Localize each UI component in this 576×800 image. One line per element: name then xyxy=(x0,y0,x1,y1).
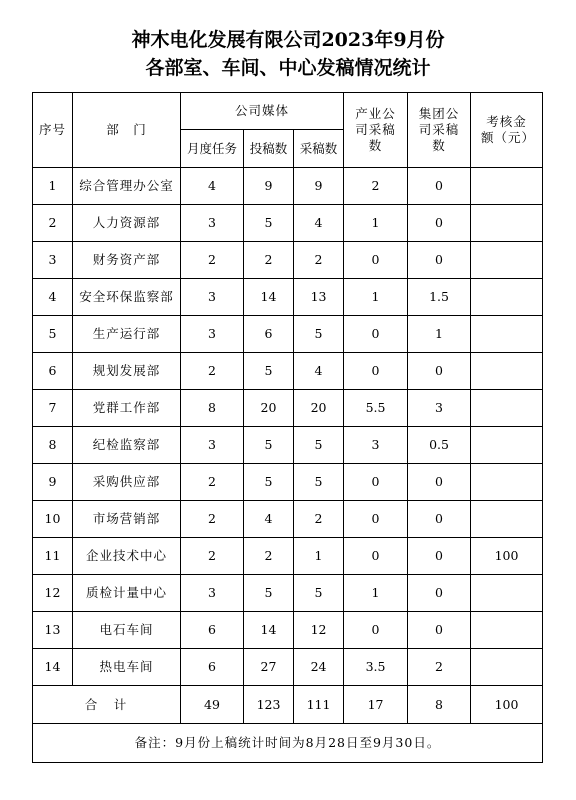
cell-industry: 0 xyxy=(344,353,408,390)
cell-adopted: 13 xyxy=(294,279,344,316)
cell-industry: 1 xyxy=(344,575,408,612)
cell-seq: 8 xyxy=(33,427,73,464)
cell-amount xyxy=(471,501,543,538)
cell-amount xyxy=(471,242,543,279)
cell-group: 0 xyxy=(408,575,471,612)
cell-task: 2 xyxy=(181,353,244,390)
cell-submitted: 5 xyxy=(244,464,294,501)
note-row xyxy=(33,724,543,763)
cell-submitted: 27 xyxy=(244,649,294,686)
cell-industry: 3.5 xyxy=(344,649,408,686)
cell-amount xyxy=(471,390,543,427)
cell-group: 3 xyxy=(408,390,471,427)
header-group: 集团公司采稿数 xyxy=(408,93,471,168)
table-row xyxy=(33,427,543,464)
statistics-table xyxy=(32,92,543,763)
header-company-media: 公司媒体 xyxy=(181,93,344,130)
table-row xyxy=(33,649,543,686)
table-row xyxy=(33,464,543,501)
cell-group: 0 xyxy=(408,538,471,575)
cell-submitted: 2 xyxy=(244,538,294,575)
cell-industry: 0 xyxy=(344,538,408,575)
table-row xyxy=(33,242,543,279)
total-task: 49 xyxy=(181,686,244,724)
cell-group: 2 xyxy=(408,649,471,686)
table-row xyxy=(33,575,543,612)
cell-task: 3 xyxy=(181,205,244,242)
cell-dept: 采购供应部 xyxy=(73,464,181,501)
header-amount: 考核金额（元） xyxy=(471,93,543,168)
document-title-line1: 神木电化发展有限公司2023年9月份 xyxy=(131,29,445,51)
cell-task: 3 xyxy=(181,427,244,464)
table-row xyxy=(33,168,543,205)
cell-amount xyxy=(471,464,543,501)
cell-amount xyxy=(471,279,543,316)
cell-industry: 0 xyxy=(344,612,408,649)
cell-adopted: 20 xyxy=(294,390,344,427)
cell-dept: 电石车间 xyxy=(73,612,181,649)
cell-dept: 综合管理办公室 xyxy=(73,168,181,205)
cell-industry: 5.5 xyxy=(344,390,408,427)
cell-adopted: 5 xyxy=(294,316,344,353)
table-row xyxy=(33,538,543,575)
total-row xyxy=(33,686,543,724)
cell-task: 4 xyxy=(181,168,244,205)
cell-amount xyxy=(471,575,543,612)
cell-submitted: 14 xyxy=(244,279,294,316)
cell-task: 2 xyxy=(181,501,244,538)
cell-group: 0 xyxy=(408,464,471,501)
cell-group: 1.5 xyxy=(408,279,471,316)
header-dept: 部 门 xyxy=(73,93,181,168)
cell-group: 0 xyxy=(408,612,471,649)
cell-amount xyxy=(471,205,543,242)
total-industry: 17 xyxy=(344,686,408,724)
cell-task: 3 xyxy=(181,575,244,612)
cell-dept: 安全环保监察部 xyxy=(73,279,181,316)
cell-seq: 4 xyxy=(33,279,73,316)
cell-industry: 2 xyxy=(344,168,408,205)
cell-amount xyxy=(471,168,543,205)
cell-adopted: 1 xyxy=(294,538,344,575)
cell-task: 2 xyxy=(181,538,244,575)
cell-group: 1 xyxy=(408,316,471,353)
cell-dept: 生产运行部 xyxy=(73,316,181,353)
cell-industry: 1 xyxy=(344,205,408,242)
cell-adopted: 5 xyxy=(294,464,344,501)
table-body xyxy=(33,168,543,763)
cell-submitted: 5 xyxy=(244,353,294,390)
cell-seq: 3 xyxy=(33,242,73,279)
cell-industry: 0 xyxy=(344,501,408,538)
header-row-top xyxy=(33,93,543,130)
header-adopted: 采稿数 xyxy=(294,130,344,168)
cell-amount xyxy=(471,316,543,353)
cell-submitted: 2 xyxy=(244,242,294,279)
total-group: 8 xyxy=(408,686,471,724)
cell-dept: 企业技术中心 xyxy=(73,538,181,575)
cell-adopted: 12 xyxy=(294,612,344,649)
cell-amount xyxy=(471,612,543,649)
cell-seq: 2 xyxy=(33,205,73,242)
cell-dept: 党群工作部 xyxy=(73,390,181,427)
cell-group: 0.5 xyxy=(408,427,471,464)
table-row xyxy=(33,205,543,242)
cell-submitted: 6 xyxy=(244,316,294,353)
document-title-line2: 各部室、车间、中心发稿情况统计 xyxy=(145,57,431,79)
cell-amount: 100 xyxy=(471,538,543,575)
total-submitted: 123 xyxy=(244,686,294,724)
cell-task: 3 xyxy=(181,316,244,353)
note-text: 备注：9月份上稿统计时间为8月28日至9月30日。 xyxy=(33,724,543,763)
cell-adopted: 24 xyxy=(294,649,344,686)
table-row xyxy=(33,279,543,316)
cell-amount xyxy=(471,353,543,390)
cell-dept: 质检计量中心 xyxy=(73,575,181,612)
cell-group: 0 xyxy=(408,242,471,279)
cell-industry: 1 xyxy=(344,279,408,316)
cell-industry: 0 xyxy=(344,316,408,353)
cell-amount xyxy=(471,427,543,464)
cell-dept: 财务资产部 xyxy=(73,242,181,279)
table-row xyxy=(33,390,543,427)
cell-task: 6 xyxy=(181,649,244,686)
table-row xyxy=(33,501,543,538)
cell-adopted: 2 xyxy=(294,242,344,279)
cell-dept: 人力资源部 xyxy=(73,205,181,242)
cell-group: 0 xyxy=(408,353,471,390)
cell-submitted: 9 xyxy=(244,168,294,205)
cell-task: 6 xyxy=(181,612,244,649)
cell-seq: 14 xyxy=(33,649,73,686)
cell-adopted: 5 xyxy=(294,575,344,612)
cell-task: 2 xyxy=(181,242,244,279)
cell-task: 3 xyxy=(181,279,244,316)
cell-adopted: 4 xyxy=(294,205,344,242)
cell-dept: 纪检监察部 xyxy=(73,427,181,464)
cell-dept: 规划发展部 xyxy=(73,353,181,390)
cell-submitted: 5 xyxy=(244,205,294,242)
total-label: 合 计 xyxy=(33,686,181,724)
cell-industry: 0 xyxy=(344,464,408,501)
cell-seq: 7 xyxy=(33,390,73,427)
cell-adopted: 5 xyxy=(294,427,344,464)
cell-submitted: 14 xyxy=(244,612,294,649)
header-submitted: 投稿数 xyxy=(244,130,294,168)
cell-submitted: 20 xyxy=(244,390,294,427)
cell-amount xyxy=(471,649,543,686)
cell-seq: 12 xyxy=(33,575,73,612)
table-row xyxy=(33,353,543,390)
cell-group: 0 xyxy=(408,168,471,205)
cell-task: 2 xyxy=(181,464,244,501)
cell-adopted: 9 xyxy=(294,168,344,205)
cell-seq: 13 xyxy=(33,612,73,649)
total-adopted: 111 xyxy=(294,686,344,724)
header-seq: 序号 xyxy=(33,93,73,168)
cell-industry: 0 xyxy=(344,242,408,279)
table-row xyxy=(33,612,543,649)
header-monthly-task: 月度任务 xyxy=(181,130,244,168)
total-amount: 100 xyxy=(471,686,543,724)
cell-adopted: 2 xyxy=(294,501,344,538)
cell-seq: 6 xyxy=(33,353,73,390)
header-industry: 产业公司采稿数 xyxy=(344,93,408,168)
cell-seq: 9 xyxy=(33,464,73,501)
cell-seq: 5 xyxy=(33,316,73,353)
cell-group: 0 xyxy=(408,205,471,242)
cell-dept: 热电车间 xyxy=(73,649,181,686)
cell-group: 0 xyxy=(408,501,471,538)
cell-seq: 1 xyxy=(33,168,73,205)
cell-submitted: 5 xyxy=(244,427,294,464)
cell-task: 8 xyxy=(181,390,244,427)
cell-adopted: 4 xyxy=(294,353,344,390)
cell-dept: 市场营销部 xyxy=(73,501,181,538)
cell-seq: 10 xyxy=(33,501,73,538)
table-row xyxy=(33,316,543,353)
cell-submitted: 5 xyxy=(244,575,294,612)
cell-industry: 3 xyxy=(344,427,408,464)
cell-submitted: 4 xyxy=(244,501,294,538)
cell-seq: 11 xyxy=(33,538,73,575)
